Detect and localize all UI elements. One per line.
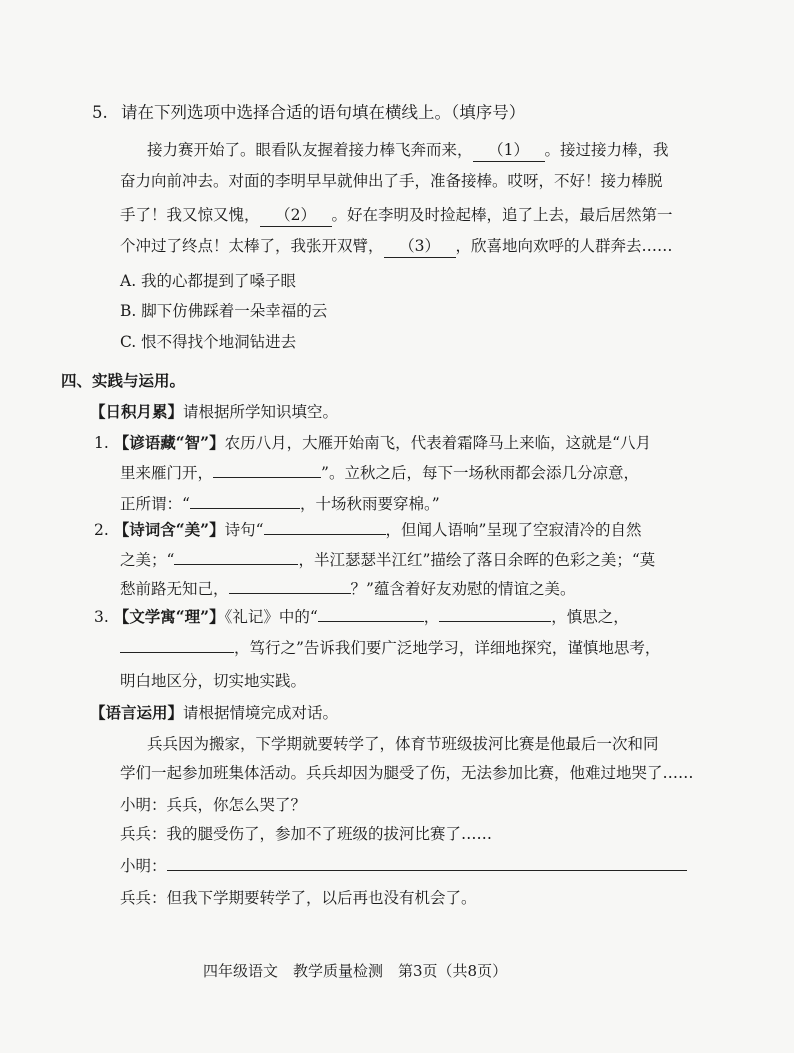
q2-blank-2[interactable] <box>174 549 298 565</box>
q3-text: ，慎思之， <box>551 608 629 626</box>
q5-blank-3[interactable]: （3） <box>384 235 456 258</box>
q1-blank-2[interactable] <box>190 493 300 509</box>
q2-text: 诗句“ <box>224 521 264 539</box>
q3-text: ， <box>423 608 440 626</box>
q3-blank-2[interactable] <box>439 606 551 622</box>
dialogue-line-1: 小明：兵兵，你怎么哭了？ <box>120 796 307 814</box>
q5-blank-1[interactable]: （1） <box>473 139 545 162</box>
q2-text: 之美；“ <box>120 551 175 569</box>
sub1-heading <box>90 401 338 423</box>
q3-blank-1[interactable] <box>318 606 424 622</box>
page-footer: 四年级语文 教学质量检测 第3页（共8页） <box>203 962 508 980</box>
q3-line-1 <box>94 606 629 628</box>
q1-text: ”。立秋之后，每下一场秋雨都会添几分凉意， <box>321 464 639 482</box>
q3-text: ，笃行之”告诉我们要广泛地学习，详细地探究，谨慎地思考， <box>234 639 661 657</box>
q1-number: 1. <box>94 434 109 452</box>
q5-blank-2[interactable]: （2） <box>260 204 332 227</box>
q1-blank-1[interactable] <box>213 462 321 478</box>
q5-passage-line-2: 奋力向前冲去。对面的李明早早就伸出了手，准备接棒。哎呀，不好！接力棒脱 <box>120 172 663 190</box>
q2-number: 2. <box>94 521 109 539</box>
q2-text: 愁前路无知己， <box>120 580 229 598</box>
q3-blank-3[interactable] <box>120 637 234 653</box>
q5-passage-line-3 <box>120 204 673 227</box>
q5-passage-line-1 <box>147 139 669 162</box>
q2-text: ？”蕴含着好友劝慰的情谊之美。 <box>350 580 576 598</box>
sub1-tag: 【日积月累】 <box>90 402 184 421</box>
q3-text: 《礼记》中的“ <box>224 608 318 626</box>
q5-text: 。好在李明及时捡起棒，追了上去，最后居然第一 <box>331 206 673 224</box>
q5-text: 接力赛开始了。眼看队友握着接力棒飞奔而来， <box>147 141 473 159</box>
q5-text: 个冲过了终点！太棒了，我张开双臂， <box>120 237 384 255</box>
dialogue-speaker: 小明： <box>120 857 167 875</box>
q1-line-1 <box>94 432 651 454</box>
q1-tag: 【谚语藏“智”】 <box>113 433 225 452</box>
q5-option-c: C. 恨不得找个地洞钻进去 <box>120 333 297 351</box>
q5-instruction: 请在下列选项中选择合适的语句填在横线上。（填序号） <box>121 103 526 122</box>
q5-text: 手了！我又惊又愧， <box>120 206 260 224</box>
dialogue-line-3 <box>120 855 687 877</box>
q5-text: 。接过接力棒，我 <box>544 141 669 159</box>
q1-line-2 <box>120 462 639 484</box>
q5-text: ，欣喜地向欢呼的人群奔去…… <box>455 237 673 255</box>
q5-number: 5. <box>92 103 108 122</box>
dialogue-answer-line[interactable] <box>167 855 687 871</box>
q2-line-3 <box>120 578 575 600</box>
section-4-title: 四、实践与运用。 <box>61 371 186 390</box>
q2-line-1 <box>94 519 641 541</box>
q2-blank-1[interactable] <box>264 519 386 535</box>
sub2-heading <box>90 702 338 724</box>
q1-text: 农历八月，大雁开始南飞，代表着霜降马上来临，这就是“八月 <box>224 434 652 452</box>
dialogue-line-4: 兵兵：但我下学期要转学了，以后再也没有机会了。 <box>120 889 477 907</box>
q2-blank-3[interactable] <box>229 578 351 594</box>
q2-line-2 <box>120 549 655 571</box>
dialogue-line-2: 兵兵：我的腿受伤了，参加不了班级的拔河比赛了…… <box>120 825 493 843</box>
q1-text: 正所谓：“ <box>120 495 190 513</box>
sub1-text: 请根据所学知识填空。 <box>183 403 339 421</box>
q1-text: 里来雁门开， <box>120 464 214 482</box>
q5-option-b: B. 脚下仿佛踩着一朵幸福的云 <box>120 302 328 320</box>
q2-text: ，半江瑟瑟半江红”描绘了落日余晖的色彩之美；“莫 <box>298 551 656 569</box>
q1-line-3 <box>120 493 440 515</box>
story-line-1: 兵兵因为搬家，下学期就要转学了，体育节班级拔河比赛是他最后一次和同 <box>147 735 659 753</box>
q3-line-3: 明白地区分，切实地实践。 <box>120 672 307 690</box>
q5-option-a: A. 我的心都提到了嗓子眼 <box>120 272 297 290</box>
sub2-tag: 【语言运用】 <box>90 703 184 722</box>
q5-passage-line-4 <box>120 235 673 258</box>
q5-heading <box>92 102 525 124</box>
story-line-2: 学们一起参加班集体活动。兵兵却因为腿受了伤，无法参加比赛，他难过地哭了…… <box>120 764 694 782</box>
q3-number: 3. <box>94 608 109 626</box>
q2-tag: 【诗词含“美”】 <box>113 520 225 539</box>
q3-tag: 【文学寓“理”】 <box>113 607 225 626</box>
q2-text: ，但闻人语响”呈现了空寂清冷的自然 <box>385 521 642 539</box>
sub2-text: 请根据情境完成对话。 <box>183 704 339 722</box>
q3-line-2 <box>120 637 660 659</box>
q1-text: ，十场秋雨要穿棉。” <box>299 495 440 513</box>
